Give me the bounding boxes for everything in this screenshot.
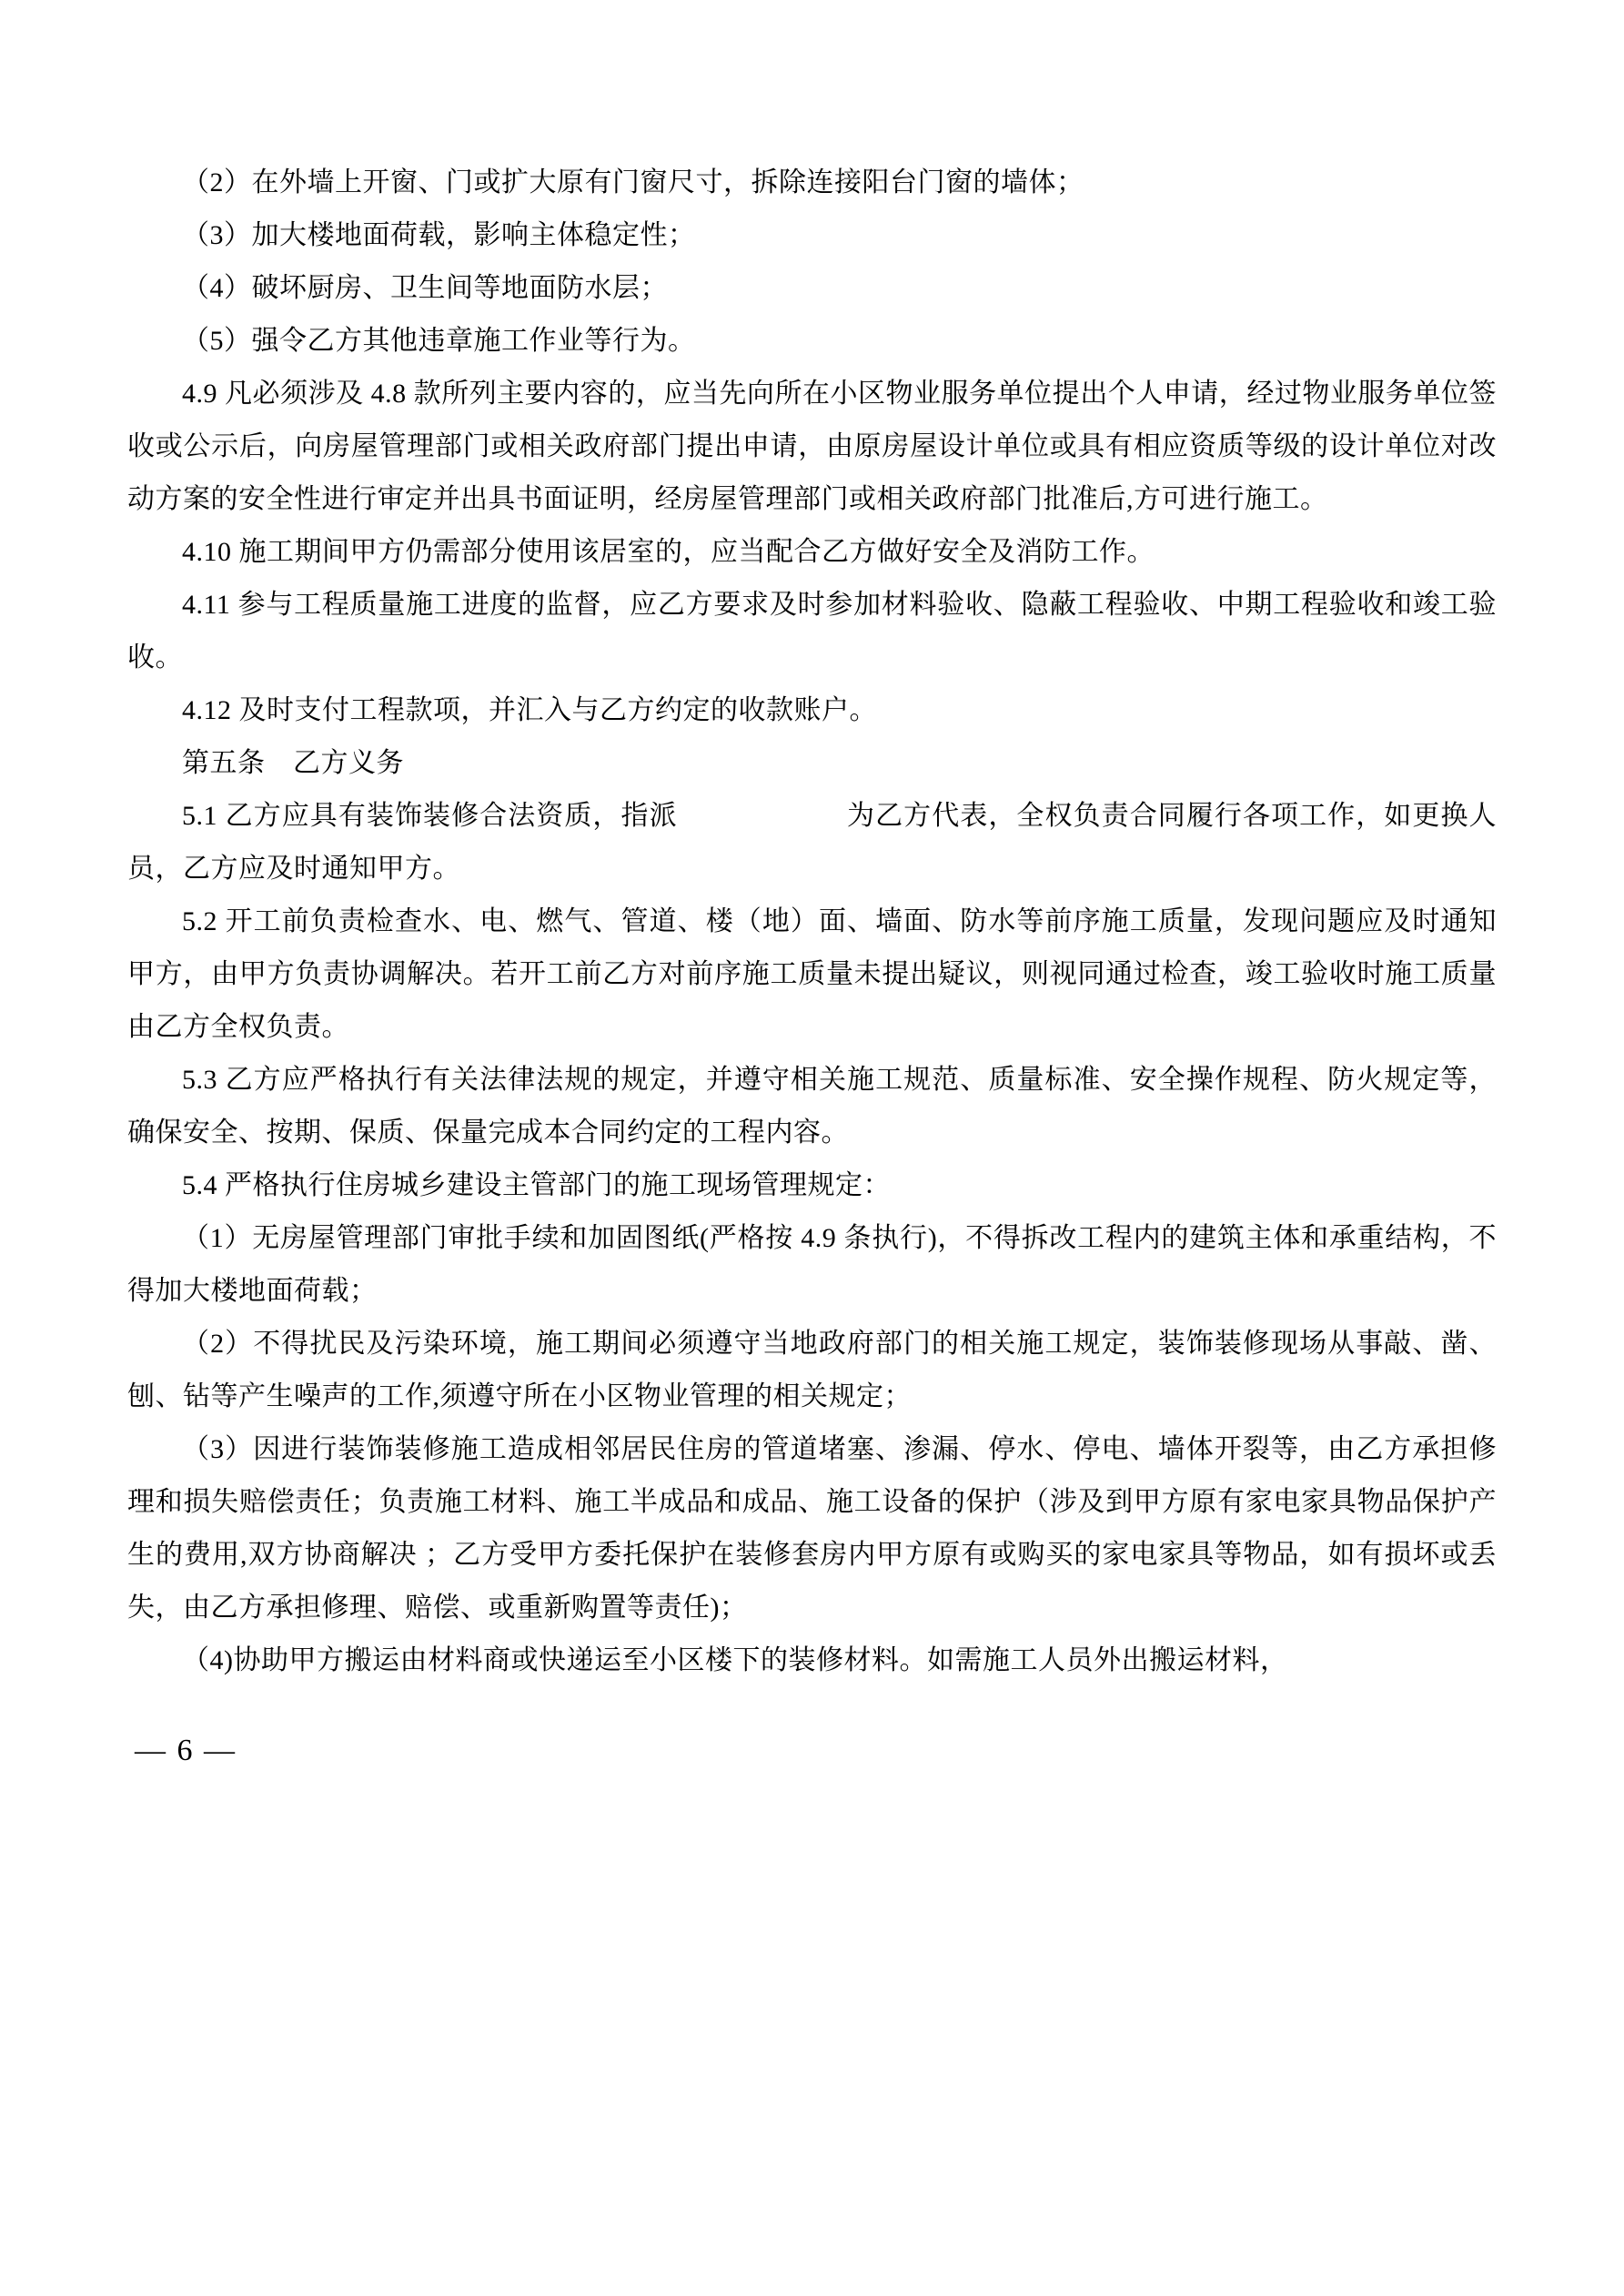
paragraph: 5.4 严格执行住房城乡建设主管部门的施工现场管理规定： — [182, 1170, 891, 1200]
list-item: （4)协助甲方搬运由材料商或快递运至小区楼下的装修材料。如需施工人员外出搬运材料， — [182, 1645, 1288, 1675]
list-item: （3）加大楼地面荷载，影响主体稳定性； — [182, 220, 696, 250]
paragraph: 4.10 施工期间甲方仍需部分使用该居室的，应当配合乙方做好安全及消防工作。 — [182, 537, 1155, 567]
paragraph: 5.3 乙方应严格执行有关法律法规的规定，并遵守相关施工规范、质量标准、安全操作规程、防火规定等，确保安全、按期、保质、保量完成本合同约定的工程内容。 — [127, 1065, 1497, 1148]
list-item: （5）强令乙方其他违章施工作业等行为。 — [182, 326, 696, 356]
list-item: （1）无房屋管理部门审批手续和加固图纸(严格按 4.9 条执行)，不得拆改工程内的建筑主体和承重结构，不得加大楼地面荷载； — [127, 1223, 1497, 1306]
paragraph: 5.1 乙方应具有装饰装修合法资质，指派 为乙方代表，全权负责合同履行各项工作，如更换人员，乙方应及时通知甲方。 — [127, 801, 1497, 884]
paragraph: 4.12 及时支付工程款项，并汇入与乙方约定的收款账户。 — [182, 695, 877, 725]
page-number: — 6 — — [135, 1734, 237, 1767]
paragraph: 4.11 参与工程质量施工进度的监督，应乙方要求及时参加材料验收、隐蔽工程验收、中期工程验收和竣工验收。 — [127, 590, 1497, 673]
paragraph: 5.2 开工前负责检查水、电、燃气、管道、楼（地）面、墙面、防水等前序施工质量，发现问题应及时通知甲方，由甲方负责协调解决。若开工前乙方对前序施工质量未提出疑议，则视同通过检查，竣工验收时施工质量由乙方全权负责。 — [127, 906, 1497, 1042]
paragraph: 4.9 凡必须涉及 4.8 款所列主要内容的，应当先向所在小区物业服务单位提出个人申请，经过物业服务单位签收或公示后，向房屋管理部门或相关政府部门提出申请，由原房屋设计单位或具有相应资质等级的设计单位对改动方案的安全性进行审定并出具书面证明，经房屋管理部门或相关政府部门批准后,方可进行施工。 — [127, 379, 1497, 514]
list-item: （3）因进行装饰装修施工造成相邻居民住房的管道堵塞、渗漏、停水、停电、墙体开裂等，由乙方承担修理和损失赔偿责任；负责施工材料、施工半成品和成品、施工设备的保护（涉及到甲方原有家电家具物品保护产生的费用,双方协商解决 ；乙方受甲方委托保护在装修套房内甲方原有或购买的家电家具等物品，如有损坏或丢失，由乙方承担修理、赔偿、或重新购置等责任)； — [127, 1434, 1497, 1623]
document-content — [127, 157, 1497, 1687]
list-item: （4）破坏厨房、卫生间等地面防水层； — [182, 273, 668, 303]
section-heading: 第五条 乙方义务 — [182, 748, 404, 778]
list-item: （2）不得扰民及污染环境，施工期间必须遵守当地政府部门的相关施工规定，装饰装修现场从事敲、凿、刨、钻等产生噪声的工作,须遵守所在小区物业管理的相关规定； — [127, 1329, 1497, 1411]
list-item: （2）在外墙上开窗、门或扩大原有门窗尺寸，拆除连接阳台门窗的墙体； — [182, 167, 1084, 197]
